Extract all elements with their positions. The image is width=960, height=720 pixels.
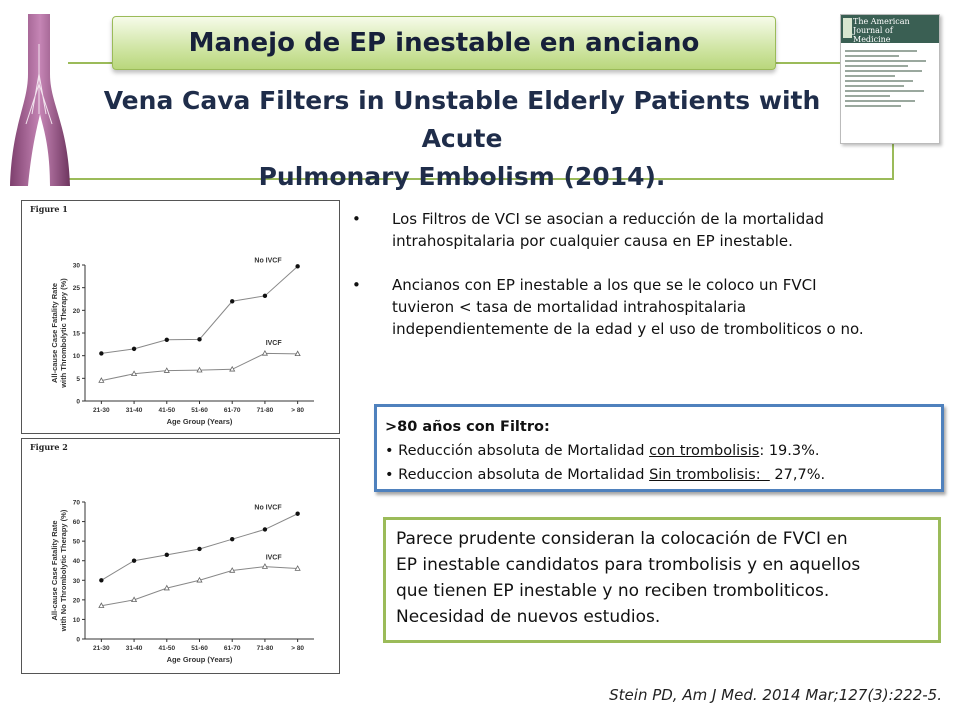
bullet-text-line: intrahospitalaria por cualquier causa en EP inestable. xyxy=(392,232,793,250)
data-point-no-ivcf xyxy=(99,351,103,355)
slide-title: Manejo de EP inestable en anciano xyxy=(112,16,776,70)
x-tick-label: 41-50 xyxy=(158,645,176,652)
y-tick-label: 70 xyxy=(72,499,80,507)
bullet-text-line: independientemente de la edad y el uso de tromboliticos o no. xyxy=(392,320,864,338)
filter-box-item: • Reducción absoluta de Mortalidad con trombolisis: 19.3%. xyxy=(385,443,820,459)
data-point-no-ivcf xyxy=(165,338,169,342)
data-point-no-ivcf xyxy=(295,264,299,268)
bullet-marker: • xyxy=(352,210,361,228)
journal-name-line1: The American xyxy=(853,17,910,26)
x-tick-label: 71-80 xyxy=(256,407,274,414)
y-tick-label: 10 xyxy=(72,616,80,624)
x-tick-label: 31-40 xyxy=(125,645,143,652)
y-tick-label: 25 xyxy=(72,285,80,293)
x-tick-label: 61-70 xyxy=(223,407,241,414)
filter-box-item2-underlined: Sin trombolisis: xyxy=(649,467,770,483)
journal-logo-icon xyxy=(843,18,852,38)
data-point-no-ivcf xyxy=(165,553,169,557)
y-tick-label: 40 xyxy=(72,558,80,566)
y-tick-label: 50 xyxy=(72,538,80,546)
journal-name xyxy=(853,17,937,44)
data-point-no-ivcf xyxy=(132,347,136,351)
x-tick-label: 51-60 xyxy=(191,407,208,414)
conclusion-box xyxy=(383,517,941,643)
y-tick-label: 0 xyxy=(76,636,80,644)
data-point-no-ivcf xyxy=(230,299,234,303)
y-tick-label: 30 xyxy=(72,262,80,270)
y-axis-label-line2: with Thrombolytic Therapy (%) xyxy=(59,278,68,388)
filter-box-item2-prefix: Reduccion absoluta de Mortalidad xyxy=(398,467,650,483)
data-point-no-ivcf xyxy=(132,559,136,563)
figure-2-chart xyxy=(22,439,339,673)
journal-name-line2: Journal of xyxy=(853,26,893,35)
journal-name-line3: Medicine xyxy=(853,35,891,44)
citation: Stein PD, Am J Med. 2014 Mar;127(3):222-5. xyxy=(609,686,942,704)
series-label: IVCF xyxy=(265,554,282,562)
series-label: IVCF xyxy=(265,339,282,347)
x-tick-label: > 80 xyxy=(291,407,305,414)
y-tick-label: 15 xyxy=(72,330,80,338)
data-point-no-ivcf xyxy=(230,537,234,541)
data-point-no-ivcf xyxy=(263,294,267,298)
y-tick-label: 20 xyxy=(72,597,80,605)
vena-cava-illustration xyxy=(6,14,74,186)
filter-box-item1-suffix: : 19.3%. xyxy=(759,443,820,459)
bullet-item xyxy=(352,208,912,252)
conclusion-line: Necesidad de nuevos estudios. xyxy=(396,607,661,627)
figure-1-label: Figure 1 xyxy=(30,204,68,214)
x-tick-label: 21-30 xyxy=(93,645,110,652)
x-axis-label: Age Group (Years) xyxy=(166,417,233,426)
filter-box-item2-suffix: 27,7%. xyxy=(769,467,826,483)
x-tick-label: 41-50 xyxy=(158,407,176,414)
figure-2-label: Figure 2 xyxy=(30,442,68,452)
series-label: No IVCF xyxy=(254,504,282,512)
filter-box-heading: >80 años con Filtro: xyxy=(385,419,550,435)
y-tick-label: 5 xyxy=(76,375,80,383)
y-axis-label-line1: All-cause Case Fatality Rate xyxy=(50,520,59,621)
filter-box-item1-prefix: Reducción absoluta de Mortalidad xyxy=(398,443,650,459)
y-axis-label-line1: All-cause Case Fatality Rate xyxy=(50,282,59,384)
x-tick-label: > 80 xyxy=(291,645,305,652)
series-line-ivcf xyxy=(101,567,297,606)
bullet-text-line: Los Filtros de VCI se asocian a reducción de la mortalidad xyxy=(392,210,824,228)
data-point-no-ivcf xyxy=(197,337,201,341)
x-tick-label: 51-60 xyxy=(191,645,208,652)
y-tick-label: 30 xyxy=(72,577,80,585)
x-axis-label: Age Group (Years) xyxy=(166,655,233,664)
paper-title-line2: Pulmonary Embolism (2014). xyxy=(258,162,666,191)
data-point-no-ivcf xyxy=(99,578,103,582)
figure-2 xyxy=(21,438,340,674)
y-tick-label: 20 xyxy=(72,307,80,315)
figure-1-chart xyxy=(22,201,339,433)
x-tick-label: 31-40 xyxy=(125,407,143,414)
conclusion-line: que tienen EP inestable y no reciben tromboliticos. xyxy=(396,581,830,601)
bullet-text-line: Ancianos con EP inestable a los que se le coloco un FVCI xyxy=(392,276,817,294)
filter-box-item1-underlined: con trombolisis xyxy=(649,443,760,459)
bullet-item xyxy=(352,274,912,340)
bullet-text-line: tuvieron < tasa de mortalidad intrahospitalaria xyxy=(392,298,747,316)
conclusion-line: EP inestable candidatos para trombolisis y en aquellos xyxy=(396,555,861,575)
x-tick-label: 21-30 xyxy=(93,407,110,414)
paper-title-line1: Vena Cava Filters in Unstable Elderly Patients with Acute xyxy=(103,86,821,153)
paper-title xyxy=(78,82,846,196)
y-tick-label: 60 xyxy=(72,519,80,527)
conclusion-line: Parece prudente consideran la colocación de FVCI en xyxy=(396,529,848,549)
filter-results-box xyxy=(374,404,944,492)
journal-cover-contents xyxy=(845,47,935,110)
x-tick-label: 71-80 xyxy=(256,645,274,652)
y-tick-label: 10 xyxy=(72,353,80,361)
y-tick-label: 0 xyxy=(76,398,80,406)
data-point-no-ivcf xyxy=(197,547,201,551)
figure-1 xyxy=(21,200,340,434)
data-point-no-ivcf xyxy=(263,527,267,531)
x-tick-label: 61-70 xyxy=(223,645,241,652)
bullet-list xyxy=(352,208,912,362)
y-axis-label-line2: with No Thrombolytic Therapy (%) xyxy=(59,509,68,632)
bullet-marker: • xyxy=(352,276,361,294)
filter-box-item: • Reduccion absoluta de Mortalidad Sin trombolisis: 27,7%. xyxy=(385,467,826,483)
data-point-no-ivcf xyxy=(295,512,299,516)
series-label: No IVCF xyxy=(254,257,282,265)
journal-cover xyxy=(840,14,940,144)
